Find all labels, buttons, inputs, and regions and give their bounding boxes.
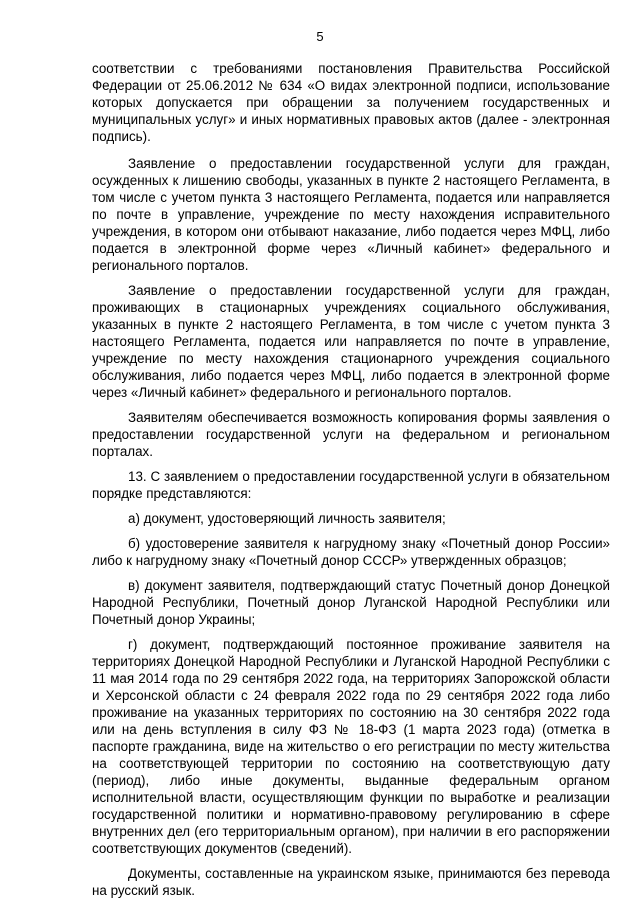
list-item-v: в) документ заявителя, подтверждающий статус Почетный донор Донецкой Народной Республики, Почетный донор Луганской Народной Республики или Почетный донор Украины; — [92, 578, 610, 627]
paragraph-item-13: 13. С заявлением о предоставлении государственной услуги в обязательном порядке представляются: — [92, 469, 610, 501]
paragraph-form-copying: Заявителям обеспечивается возможность копирования формы заявления о предоставлении государственной услуги на федеральном и региональном порталах. — [92, 410, 610, 459]
list-item-g: г) документ, подтверждающий постоянное проживание заявителя на территориях Донецкой Народной Республики и Луганской Народной Республики с 11 мая 2014 года по 29 сентября 2022 года, на территориях Запорожской области и Херсонской области с 24 февраля 2022 года по 29 сентября 2022 года либо проживание на указанных территориях по состоянию на 30 сентября 2022 года или на день вступления в силу ФЗ № 18-ФЗ (1 марта 2023 года) (отметка в паспорте гражданина, виде на жительство о его регистрации по месту жительства на соответствующей территории по состоянию на соответствующую дату (период), либо иные документы, выданные федеральным органом исполнительной власти, осуществляющим функции по выработке и реализации государственной политики и нормативно-правовому регулированию в сфере внутренних дел (его территориальным органом), при наличии в его распоряжении соответствующих документов (сведений). — [92, 637, 610, 856]
page-number: 5 — [316, 29, 324, 44]
paragraph-signature-continuation: соответствии с требованиями постановления Правительства Российской Федерации от 25.06.2012 № 634 «О видах электронной подписи, использование которых допускается при обращении за получением государственных и муниципальных услуг» и иных нормативных правовых актов (далее - электронная подпись). — [92, 61, 610, 144]
list-item-a: а) документ, удостоверяющий личность заявителя; — [128, 511, 446, 526]
paragraph-social-service-residents: Заявление о предоставлении государственной услуги для граждан, проживающих в стационарных учреждениях социального обслуживания, указанных в пункте 2 настоящего Регламента, в том числе с учетом пункта 3 настоящего Регламента, подается или направляется по почте в управление, учреждение по месту нахождения стационарного учреждения социального обслуживания, либо подается через МФЦ, либо подается в электронной форме через «Личный кабинет» федерального и регионального порталов. — [92, 283, 610, 400]
paragraph-ukrainian-documents: Документы, составленные на украинском языке, принимаются без перевода на русский язык. — [92, 866, 610, 898]
list-item-b: б) удостоверение заявителя к нагрудному знаку «Почетный донор России» либо к нагрудному знаку «Почетный донор СССР» утвержденных образцов; — [92, 536, 610, 568]
paragraph-convicted-citizens: Заявление о предоставлении государственной услуги для граждан, осужденных к лишению свободы, указанных в пункте 2 настоящего Регламента, в том числе с учетом пункта 3 настоящего Регламента, подается или направляется по почте в управление, учреждение по месту нахождения исправительного учреждения, в котором они отбывают наказание, либо подается через МФЦ, либо подается в электронной форме через «Личный кабинет» федерального и регионального порталов. — [92, 156, 610, 273]
document-body — [92, 60, 610, 905]
